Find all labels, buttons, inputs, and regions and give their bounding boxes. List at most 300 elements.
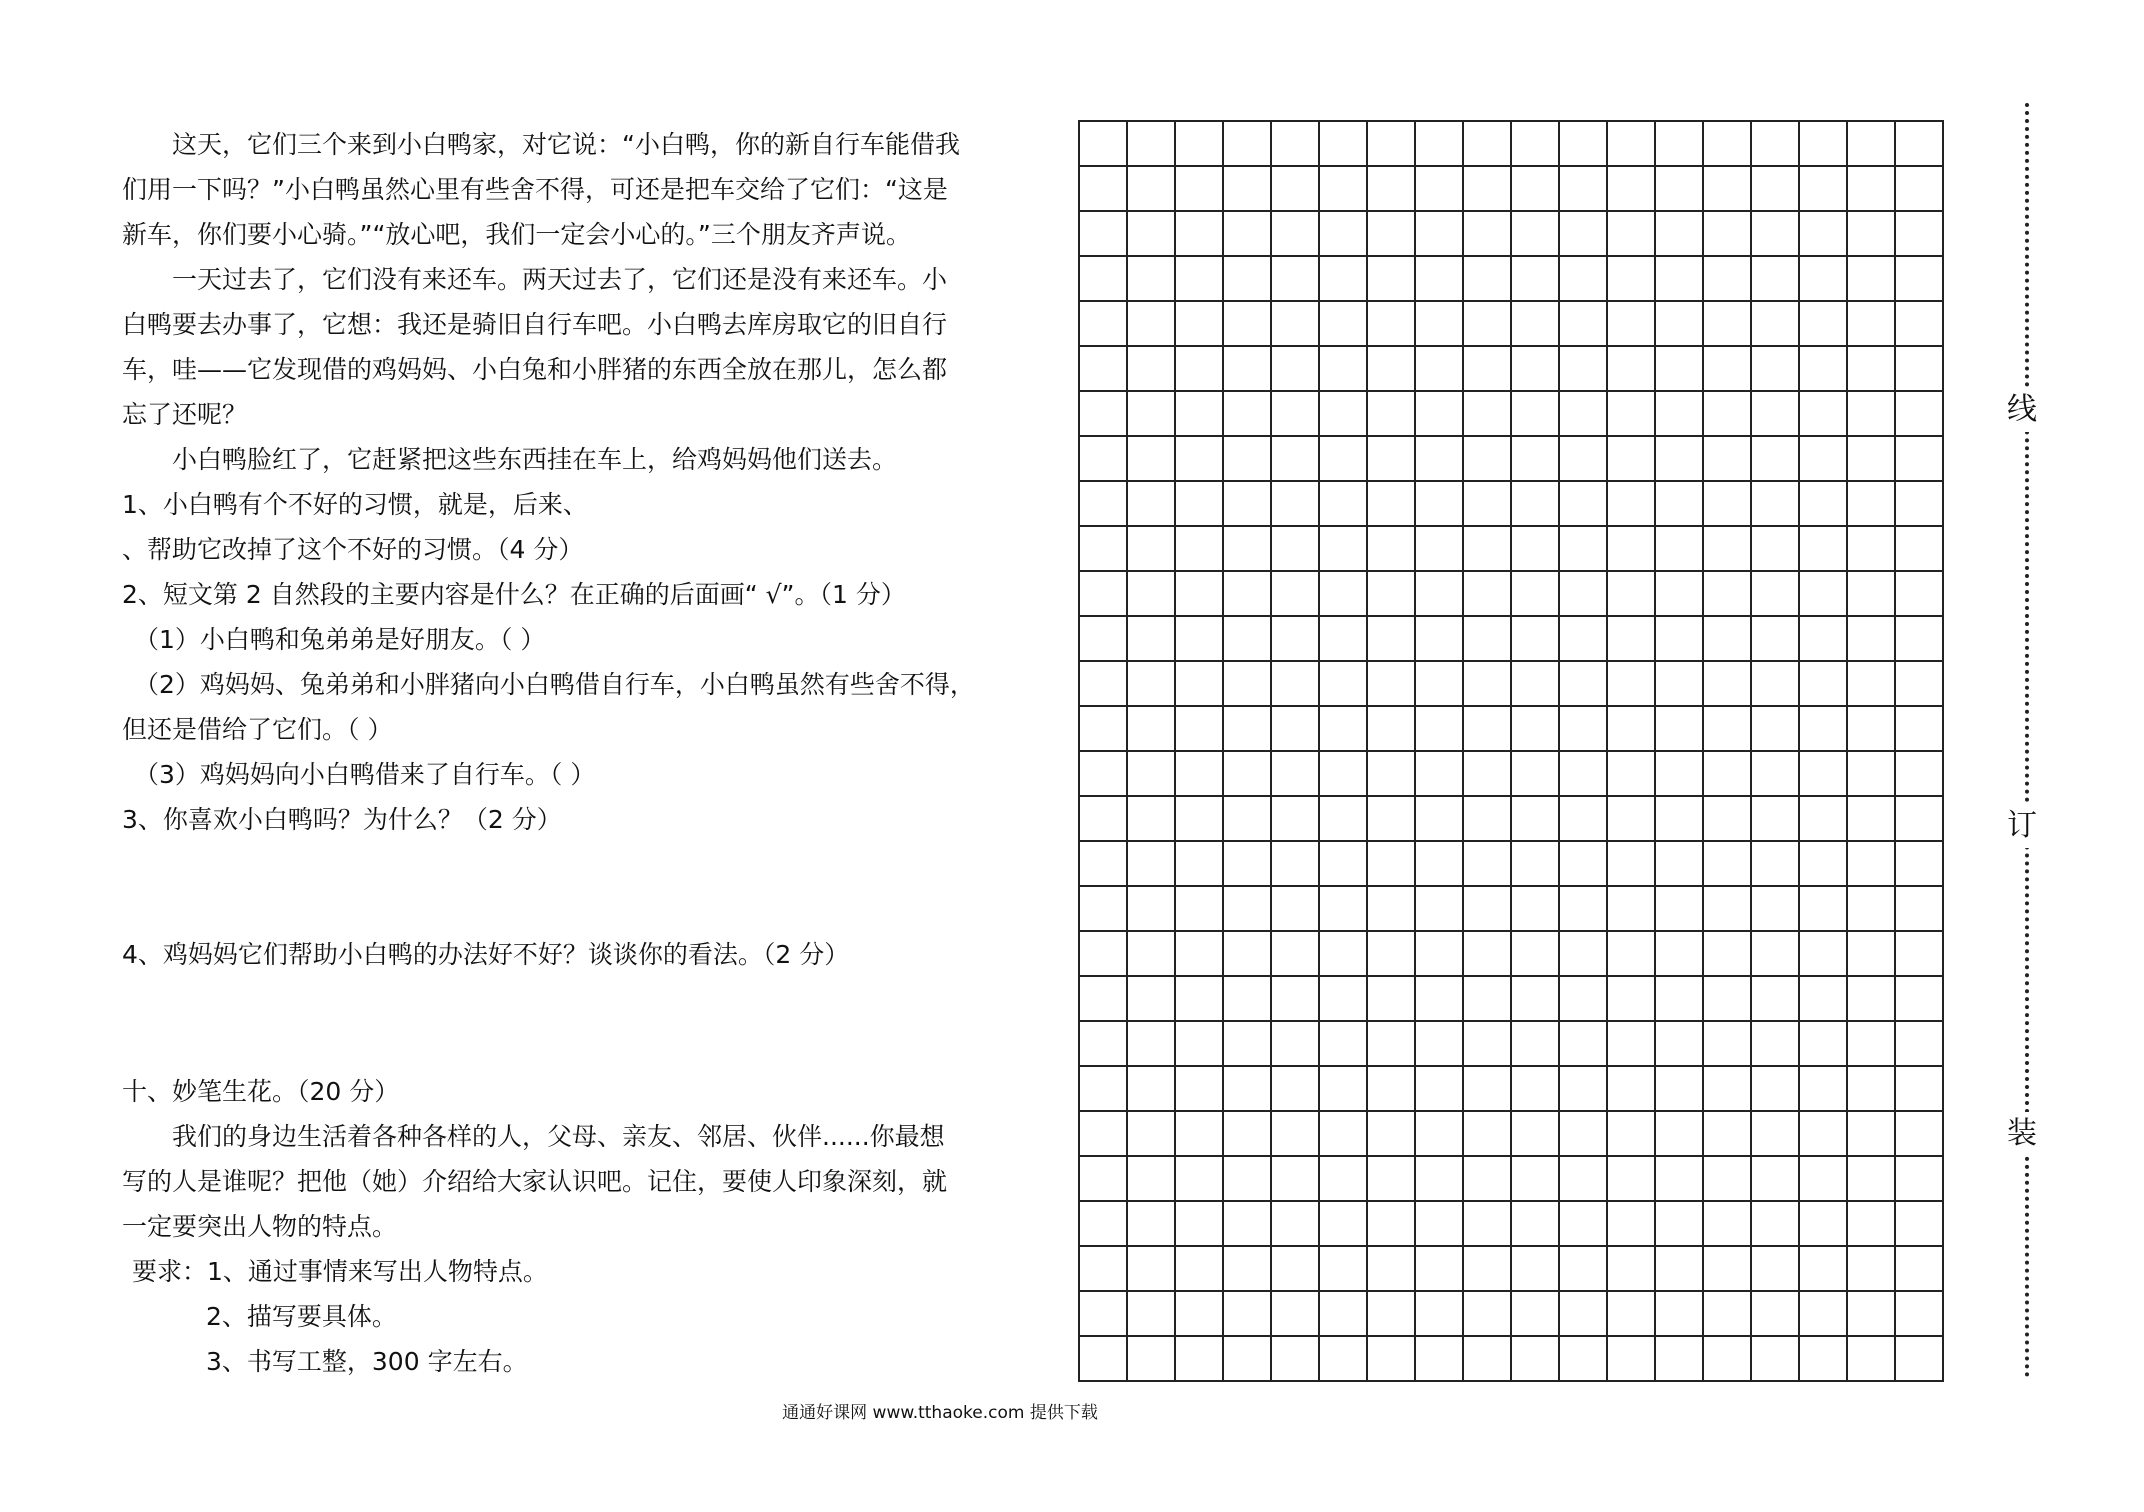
grid-cell: [1176, 212, 1224, 257]
grid-cell: [1416, 1337, 1464, 1382]
grid-cell: [1176, 1202, 1224, 1247]
grid-cell: [1560, 1202, 1608, 1247]
grid-cell: [1608, 527, 1656, 572]
grid-cell: [1848, 1337, 1896, 1382]
grid-cell: [1752, 617, 1800, 662]
grid-cell: [1368, 167, 1416, 212]
grid-cell: [1800, 212, 1848, 257]
grid-cell: [1512, 1247, 1560, 1292]
grid-cell: [1464, 167, 1512, 212]
grid-cell: [1608, 392, 1656, 437]
grid-cell: [1464, 1157, 1512, 1202]
grid-cell: [1656, 167, 1704, 212]
grid-cell: [1848, 482, 1896, 527]
grid-cell: [1848, 302, 1896, 347]
grid-cell: [1224, 1157, 1272, 1202]
grid-cell: [1896, 752, 1944, 797]
grid-cell: [1656, 1292, 1704, 1337]
grid-cell: [1560, 122, 1608, 167]
grid-cell: [1800, 617, 1848, 662]
grid-cell: [1896, 707, 1944, 752]
grid-cell: [1416, 752, 1464, 797]
grid-cell: [1272, 1112, 1320, 1157]
grid-cell: [1128, 1157, 1176, 1202]
grid-cell: [1560, 167, 1608, 212]
grid-cell: [1416, 572, 1464, 617]
grid-cell: [1128, 257, 1176, 302]
grid-cell: [1080, 1067, 1128, 1112]
grid-cell: [1800, 1067, 1848, 1112]
grid-cell: [1080, 347, 1128, 392]
grid-cell: [1656, 257, 1704, 302]
grid-cell: [1080, 482, 1128, 527]
composition-grid: [1078, 120, 1944, 1382]
grid-cell: [1896, 1337, 1944, 1382]
grid-cell: [1704, 257, 1752, 302]
grid-cell: [1416, 437, 1464, 482]
grid-cell: [1512, 527, 1560, 572]
grid-cell: [1704, 1292, 1752, 1337]
grid-cell: [1224, 347, 1272, 392]
grid-cell: [1224, 617, 1272, 662]
grid-cell: [1608, 257, 1656, 302]
grid-cell: [1368, 122, 1416, 167]
grid-cell: [1560, 482, 1608, 527]
grid-cell: [1464, 1337, 1512, 1382]
grid-cell: [1752, 302, 1800, 347]
grid-cell: [1176, 257, 1224, 302]
grid-cell: [1368, 797, 1416, 842]
grid-cell: [1128, 482, 1176, 527]
grid-cell: [1656, 1247, 1704, 1292]
grid-cell: [1128, 437, 1176, 482]
grid-cell: [1752, 1337, 1800, 1382]
footer-source: 通通好课网 www.tthaoke.com 提供下载: [782, 1403, 1098, 1423]
grid-cell: [1176, 167, 1224, 212]
grid-cell: [1320, 1337, 1368, 1382]
grid-cell: [1800, 1337, 1848, 1382]
grid-cell: [1416, 977, 1464, 1022]
grid-cell: [1560, 662, 1608, 707]
grid-cell: [1560, 1157, 1608, 1202]
grid-cell: [1512, 482, 1560, 527]
grid-cell: [1224, 752, 1272, 797]
grid-cell: [1608, 1337, 1656, 1382]
grid-cell: [1176, 887, 1224, 932]
grid-cell: [1320, 1292, 1368, 1337]
grid-cell: [1848, 392, 1896, 437]
grid-cell: [1896, 167, 1944, 212]
grid-cell: [1848, 1112, 1896, 1157]
grid-cell: [1704, 842, 1752, 887]
grid-cell: [1224, 437, 1272, 482]
grid-cell: [1272, 1292, 1320, 1337]
grid-cell: [1608, 347, 1656, 392]
grid-cell: [1848, 1247, 1896, 1292]
grid-cell: [1512, 1112, 1560, 1157]
grid-cell: [1800, 167, 1848, 212]
grid-cell: [1176, 1112, 1224, 1157]
grid-cell: [1416, 1247, 1464, 1292]
grid-cell: [1320, 1112, 1368, 1157]
grid-cell: [1080, 977, 1128, 1022]
grid-cell: [1848, 752, 1896, 797]
question-2-option: （3）鸡妈妈向小白鸭借来了自行车。（ ）: [134, 760, 596, 789]
grid-cell: [1896, 572, 1944, 617]
grid-cell: [1176, 1157, 1224, 1202]
grid-cell: [1656, 302, 1704, 347]
passage-line: 一天过去了，它们没有来还车。两天过去了，它们还是没有来还车。小: [172, 265, 948, 294]
grid-cell: [1128, 932, 1176, 977]
question-1-line: 1、小白鸭有个不好的习惯，就是，后来、: [122, 490, 588, 519]
grid-cell: [1512, 572, 1560, 617]
grid-cell: [1224, 122, 1272, 167]
grid-cell: [1704, 617, 1752, 662]
grid-cell: [1656, 527, 1704, 572]
grid-cell: [1320, 977, 1368, 1022]
grid-cell: [1896, 527, 1944, 572]
question-2-option: （2）鸡妈妈、兔弟弟和小胖猪向小白鸭借自行车，小白鸭虽然有些舍不得，: [134, 670, 975, 699]
grid-cell: [1176, 437, 1224, 482]
grid-cell: [1560, 527, 1608, 572]
grid-cell: [1320, 347, 1368, 392]
grid-cell: [1416, 617, 1464, 662]
grid-cell: [1128, 1337, 1176, 1382]
grid-cell: [1416, 122, 1464, 167]
grid-cell: [1416, 392, 1464, 437]
grid-cell: [1512, 257, 1560, 302]
grid-cell: [1848, 977, 1896, 1022]
grid-cell: [1224, 1067, 1272, 1112]
grid-cell: [1848, 122, 1896, 167]
grid-cell: [1848, 1157, 1896, 1202]
grid-cell: [1512, 662, 1560, 707]
grid-cell: [1080, 797, 1128, 842]
grid-cell: [1608, 167, 1656, 212]
grid-cell: [1320, 797, 1368, 842]
grid-cell: [1848, 707, 1896, 752]
binding-mark-xian: 线: [2001, 388, 2043, 432]
grid-cell: [1704, 1157, 1752, 1202]
grid-cell: [1704, 527, 1752, 572]
grid-cell: [1608, 482, 1656, 527]
grid-cell: [1464, 662, 1512, 707]
grid-cell: [1896, 122, 1944, 167]
grid-cell: [1560, 347, 1608, 392]
grid-cell: [1368, 482, 1416, 527]
grid-cell: [1848, 527, 1896, 572]
grid-cell: [1416, 797, 1464, 842]
grid-cell: [1800, 482, 1848, 527]
grid-cell: [1176, 1067, 1224, 1112]
grid-cell: [1368, 617, 1416, 662]
grid-cell: [1176, 707, 1224, 752]
grid-cell: [1656, 932, 1704, 977]
grid-cell: [1848, 1067, 1896, 1112]
grid-cell: [1608, 302, 1656, 347]
grid-cell: [1560, 572, 1608, 617]
grid-cell: [1560, 1067, 1608, 1112]
answer-space: [122, 977, 962, 1069]
grid-cell: [1224, 707, 1272, 752]
grid-cell: [1896, 797, 1944, 842]
grid-cell: [1224, 977, 1272, 1022]
grid-cell: [1272, 167, 1320, 212]
grid-cell: [1272, 212, 1320, 257]
grid-cell: [1272, 842, 1320, 887]
grid-cell: [1176, 662, 1224, 707]
grid-cell: [1368, 572, 1416, 617]
grid-cell: [1464, 212, 1512, 257]
grid-cell: [1176, 347, 1224, 392]
grid-cell: [1800, 392, 1848, 437]
grid-cell: [1224, 797, 1272, 842]
grid-cell: [1704, 887, 1752, 932]
grid-cell: [1800, 932, 1848, 977]
grid-cell: [1512, 752, 1560, 797]
grid-cell: [1608, 122, 1656, 167]
grid-cell: [1464, 1112, 1512, 1157]
grid-cell: [1368, 527, 1416, 572]
grid-cell: [1320, 887, 1368, 932]
grid-cell: [1608, 932, 1656, 977]
grid-cell: [1800, 1202, 1848, 1247]
grid-cell: [1080, 122, 1128, 167]
grid-cell: [1416, 707, 1464, 752]
grid-cell: [1560, 437, 1608, 482]
grid-cell: [1416, 662, 1464, 707]
grid-cell: [1464, 842, 1512, 887]
grid-cell: [1320, 482, 1368, 527]
grid-cell: [1848, 932, 1896, 977]
grid-cell: [1752, 437, 1800, 482]
grid-cell: [1560, 887, 1608, 932]
grid-cell: [1320, 302, 1368, 347]
grid-cell: [1704, 707, 1752, 752]
grid-cell: [1896, 1067, 1944, 1112]
grid-cell: [1368, 662, 1416, 707]
grid-cell: [1128, 797, 1176, 842]
grid-cell: [1128, 302, 1176, 347]
grid-cell: [1848, 437, 1896, 482]
grid-cell: [1512, 1022, 1560, 1067]
grid-cell: [1320, 527, 1368, 572]
grid-cell: [1320, 932, 1368, 977]
grid-cell: [1512, 887, 1560, 932]
writing-prompt-line: 我们的身边生活着各种各样的人，父母、亲友、邻居、伙伴......你最想: [172, 1122, 945, 1151]
grid-cell: [1224, 392, 1272, 437]
grid-cell: [1560, 752, 1608, 797]
grid-cell: [1128, 662, 1176, 707]
grid-cell: [1224, 932, 1272, 977]
grid-cell: [1176, 572, 1224, 617]
grid-cell: [1416, 167, 1464, 212]
passage-line: 新车，你们要小心骑。”“放心吧，我们一定会小心的。”三个朋友齐声说。: [122, 220, 911, 249]
grid-cell: [1560, 707, 1608, 752]
grid-cell: [1368, 1067, 1416, 1112]
grid-cell: [1176, 1292, 1224, 1337]
grid-cell: [1464, 1022, 1512, 1067]
grid-cell: [1128, 392, 1176, 437]
grid-cell: [1368, 1247, 1416, 1292]
grid-cell: [1224, 662, 1272, 707]
grid-cell: [1464, 707, 1512, 752]
grid-cell: [1128, 617, 1176, 662]
grid-cell: [1656, 572, 1704, 617]
grid-cell: [1560, 797, 1608, 842]
grid-cell: [1704, 1112, 1752, 1157]
grid-cell: [1800, 122, 1848, 167]
question-3: 3、你喜欢小白鸭吗？为什么？（2 分）: [122, 805, 562, 834]
grid-cell: [1416, 347, 1464, 392]
grid-cell: [1512, 122, 1560, 167]
grid-cell: [1320, 122, 1368, 167]
binding-mark-zhuang: 装: [2001, 1112, 2043, 1156]
grid-cell: [1464, 1067, 1512, 1112]
grid-cell: [1704, 347, 1752, 392]
writing-title: 十、妙笔生花。（20 分）: [122, 1077, 400, 1106]
grid-cell: [1512, 1292, 1560, 1337]
grid-cell: [1896, 437, 1944, 482]
grid-cell: [1800, 302, 1848, 347]
grid-cell: [1560, 212, 1608, 257]
grid-cell: [1512, 1067, 1560, 1112]
grid-cell: [1080, 617, 1128, 662]
grid-cell: [1272, 482, 1320, 527]
grid-cell: [1464, 752, 1512, 797]
grid-cell: [1704, 1337, 1752, 1382]
grid-cell: [1608, 1022, 1656, 1067]
question-4: 4、鸡妈妈它们帮助小白鸭的办法好不好？谈谈你的看法。（2 分）: [122, 940, 850, 969]
grid-cell: [1656, 392, 1704, 437]
binding-dotted-line: [2025, 103, 2029, 1378]
grid-cell: [1272, 707, 1320, 752]
grid-cell: [1704, 437, 1752, 482]
grid-cell: [1896, 887, 1944, 932]
grid-cell: [1080, 1202, 1128, 1247]
grid-cell: [1608, 977, 1656, 1022]
grid-cell: [1656, 1022, 1704, 1067]
grid-cell: [1608, 572, 1656, 617]
grid-cell: [1368, 1292, 1416, 1337]
grid-cell: [1656, 122, 1704, 167]
grid-cell: [1272, 617, 1320, 662]
grid-cell: [1368, 392, 1416, 437]
grid-cell: [1608, 1112, 1656, 1157]
grid-cell: [1272, 977, 1320, 1022]
grid-cell: [1800, 1247, 1848, 1292]
grid-cell: [1704, 1067, 1752, 1112]
grid-cell: [1704, 752, 1752, 797]
grid-cell: [1416, 257, 1464, 302]
grid-cell: [1320, 707, 1368, 752]
grid-cell: [1848, 212, 1896, 257]
grid-cell: [1560, 257, 1608, 302]
grid-cell: [1464, 302, 1512, 347]
grid-cell: [1080, 1022, 1128, 1067]
grid-cell: [1176, 1247, 1224, 1292]
grid-cell: [1320, 257, 1368, 302]
grid-cell: [1752, 932, 1800, 977]
grid-cell: [1800, 572, 1848, 617]
grid-cell: [1224, 1022, 1272, 1067]
grid-cell: [1272, 1337, 1320, 1382]
grid-cell: [1896, 617, 1944, 662]
grid-cell: [1896, 1292, 1944, 1337]
grid-cell: [1800, 1022, 1848, 1067]
composition-grid-area: [1078, 120, 1944, 1382]
grid-cell: [1272, 662, 1320, 707]
grid-cell: [1224, 257, 1272, 302]
grid-cell: [1464, 977, 1512, 1022]
grid-cell: [1080, 257, 1128, 302]
grid-cell: [1224, 302, 1272, 347]
grid-cell: [1512, 392, 1560, 437]
grid-cell: [1608, 1247, 1656, 1292]
grid-cell: [1272, 572, 1320, 617]
grid-cell: [1368, 1157, 1416, 1202]
grid-cell: [1080, 707, 1128, 752]
grid-cell: [1320, 1067, 1368, 1112]
grid-cell: [1464, 1247, 1512, 1292]
grid-cell: [1176, 482, 1224, 527]
grid-cell: [1608, 707, 1656, 752]
grid-cell: [1464, 527, 1512, 572]
grid-cell: [1704, 167, 1752, 212]
passage-line: 小白鸭脸红了，它赶紧把这些东西挂在车上，给鸡妈妈他们送去。: [172, 445, 898, 474]
grid-cell: [1752, 482, 1800, 527]
grid-cell: [1128, 1067, 1176, 1112]
grid-cell: [1896, 302, 1944, 347]
grid-cell: [1320, 1247, 1368, 1292]
grid-cell: [1608, 662, 1656, 707]
grid-cell: [1368, 752, 1416, 797]
grid-cell: [1512, 977, 1560, 1022]
grid-cell: [1368, 257, 1416, 302]
grid-cell: [1176, 527, 1224, 572]
grid-cell: [1848, 662, 1896, 707]
grid-cell: [1416, 842, 1464, 887]
grid-cell: [1128, 752, 1176, 797]
grid-cell: [1080, 392, 1128, 437]
grid-cell: [1512, 302, 1560, 347]
grid-cell: [1560, 842, 1608, 887]
grid-cell: [1512, 167, 1560, 212]
grid-cell: [1368, 932, 1416, 977]
grid-cell: [1800, 977, 1848, 1022]
grid-cell: [1176, 842, 1224, 887]
grid-cell: [1896, 842, 1944, 887]
grid-cell: [1752, 1067, 1800, 1112]
grid-cell: [1608, 212, 1656, 257]
grid-cell: [1512, 617, 1560, 662]
grid-cell: [1416, 1292, 1464, 1337]
grid-cell: [1320, 437, 1368, 482]
writing-prompt-line: 一定要突出人物的特点。: [122, 1212, 398, 1241]
answer-space: [122, 842, 962, 932]
grid-cell: [1752, 842, 1800, 887]
grid-cell: [1800, 797, 1848, 842]
passage-line: 这天，它们三个来到小白鸭家，对它说：“小白鸭，你的新自行车能借我: [172, 130, 960, 159]
writing-requirement: 2、描写要具体。: [206, 1302, 397, 1331]
grid-cell: [1320, 572, 1368, 617]
grid-cell: [1080, 752, 1128, 797]
grid-cell: [1368, 212, 1416, 257]
grid-cell: [1800, 527, 1848, 572]
grid-cell: [1752, 707, 1800, 752]
grid-cell: [1272, 392, 1320, 437]
grid-cell: [1128, 1202, 1176, 1247]
